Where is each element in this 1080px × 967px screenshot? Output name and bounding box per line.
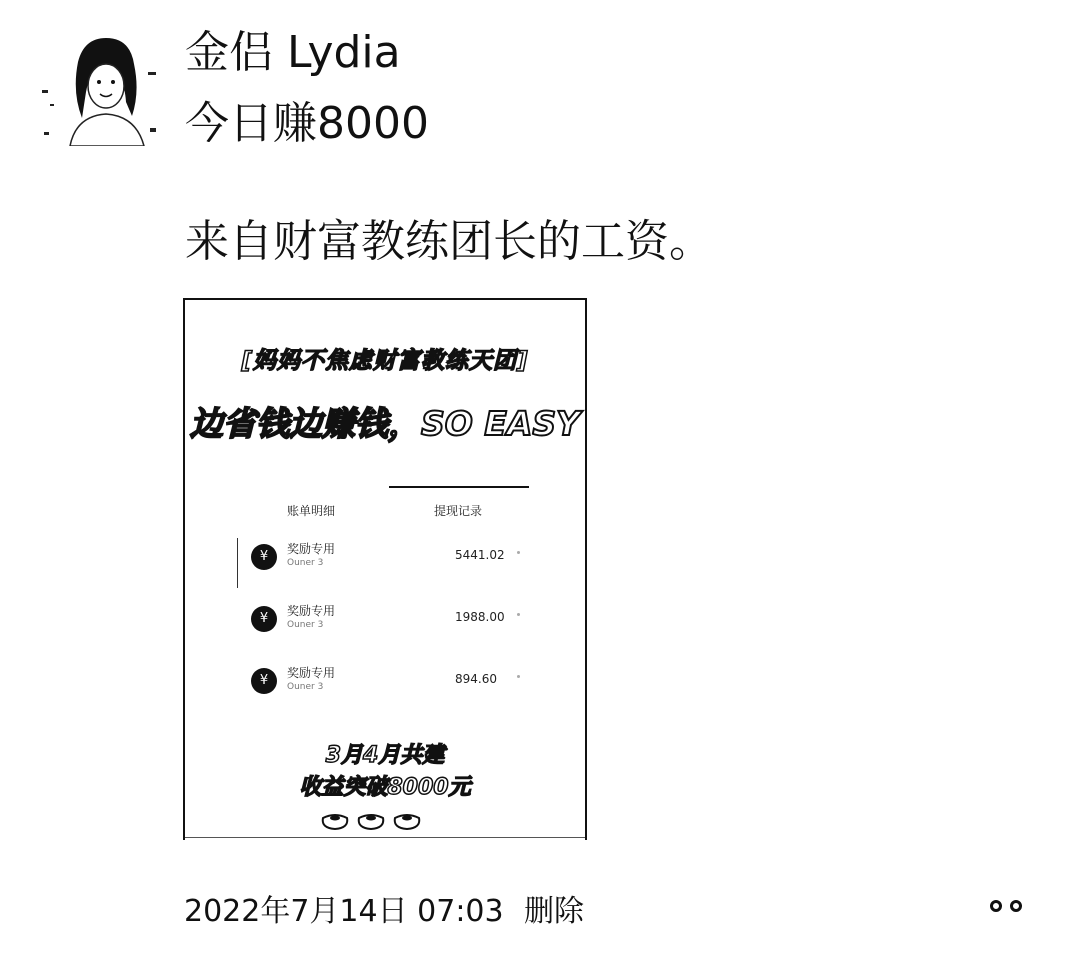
delete-button[interactable]: 删除: [524, 894, 584, 929]
more-button[interactable]: [984, 894, 1028, 918]
record-item: [251, 540, 551, 576]
record-dot: [517, 613, 520, 616]
image-slogan: 边省钱边赚钱，SO EASY: [189, 404, 581, 443]
record-sub: Ouner 3: [287, 620, 324, 630]
image-bottom-edge: [185, 837, 585, 838]
record-name: 奖励专用: [287, 666, 336, 680]
post-text-line-2: 来自财富教练团长的工资。: [185, 216, 713, 267]
record-amount: 5441.02: [455, 548, 505, 562]
image-title: [妈妈不焦虑财富教练天团]: [241, 348, 529, 374]
post-image[interactable]: [183, 298, 587, 840]
tab-underline: [389, 486, 529, 488]
divider: [237, 538, 238, 588]
record-dot: [517, 551, 520, 554]
record-item: [251, 664, 551, 700]
image-footer-line-1: 3月4月共建: [325, 743, 445, 768]
post-author[interactable]: 金侣 Lydia: [185, 27, 401, 78]
record-amount: 894.60: [455, 672, 497, 686]
image-footer-line-2: 收益突破8000元: [299, 775, 471, 800]
record-item: [251, 602, 551, 638]
coin-avatar-icon: ¥: [251, 606, 277, 632]
record-sub: Ouner 3: [287, 558, 324, 568]
more-dots-icon: [984, 894, 1028, 918]
record-sub: Ouner 3: [287, 682, 324, 692]
coin-avatar-icon: ¥: [251, 544, 277, 570]
record-name: 奖励专用: [287, 604, 336, 618]
gold-ingot-icon: [321, 810, 421, 832]
record-dot: [517, 675, 520, 678]
record-name: 奖励专用: [287, 542, 336, 556]
post-timestamp: 2022年7月14日 07:03: [184, 894, 504, 929]
post-text-line-1: 今日赚8000: [185, 98, 429, 149]
record-amount: 1988.00: [455, 610, 505, 624]
avatar[interactable]: [40, 32, 162, 146]
avatar-photo-icon: [40, 32, 162, 146]
tab-bill-details: 账单明细: [287, 504, 336, 518]
tab-withdraw-records: 提现记录: [434, 504, 483, 518]
coin-avatar-icon: ¥: [251, 668, 277, 694]
